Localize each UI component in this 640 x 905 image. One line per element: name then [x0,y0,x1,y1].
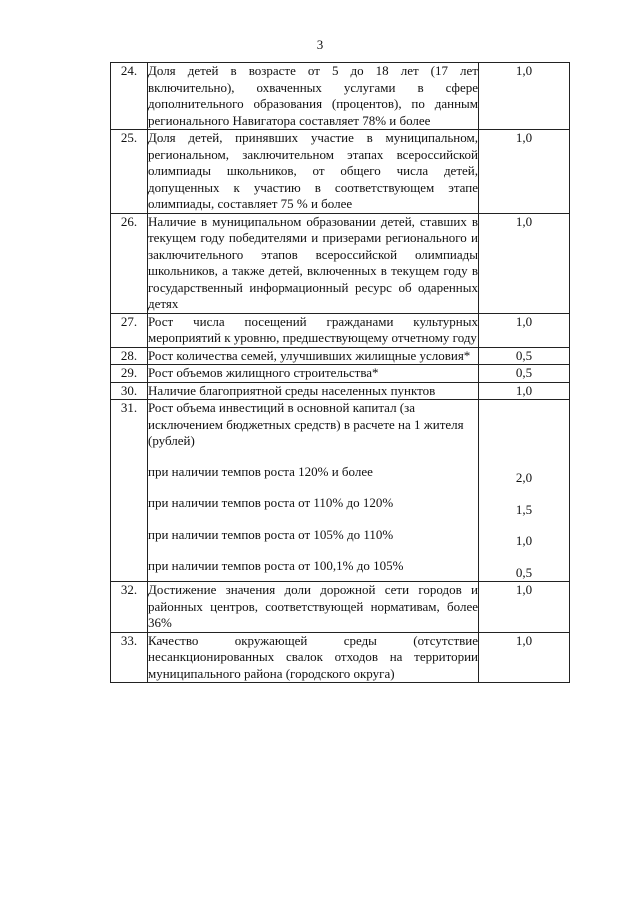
score-value: 1,0 [479,582,570,633]
table-row [111,313,570,347]
row-number: 30. [111,382,148,400]
criteria-table-body [111,63,570,683]
row-number: 33. [111,632,148,683]
score-value: 0,5 [479,347,570,365]
row-number: 25. [111,130,148,214]
table-row [111,213,570,313]
table-row [111,347,570,365]
criterion-text: Рост объемов жилищного строительства* [148,365,479,383]
row-number: 29. [111,365,148,383]
table-row [111,400,570,582]
criteria-table [110,62,570,683]
condition-text: при наличии темпов роста 120% и более [148,463,373,479]
criterion-cell [148,400,479,582]
table-row [111,63,570,130]
condition-value: 0,5 [515,564,533,580]
condition-value: 1,5 [515,501,533,517]
criterion-text: Наличие благоприятной среды населенных пунктов [148,382,479,400]
score-value: 1,0 [479,382,570,400]
condition-text: при наличии темпов роста от 105% до 110% [148,526,394,542]
criterion-text: Доля детей в возрасте от 5 до 18 лет (17 лет включительно), охваченных услугами в сфере дополнительного образования (процентов), по данным регионального Навигатора составляет 78% и более [148,63,478,128]
criterion-text: Доля детей, принявших участие в муниципальном, региональном, заключительном этапах всероссийской олимпиады школьников, от общего числа детей, допущенных к участию в соответствующем этапе олимпиады, составляет 75 % и более [148,130,478,211]
page-number: 3 [316,37,324,52]
score-value: 0,5 [479,365,570,383]
condition-text: при наличии темпов роста от 100,1% до 105% [148,558,404,573]
table-row [111,130,570,214]
criterion-text: Рост числа посещений гражданами культурных мероприятий к уровню, предшествующему отчетному году [148,313,478,345]
score-value: 1,0 [479,63,570,130]
table-row [111,632,570,683]
criterion-text: Качество окружающей среды (отсутствие несанкционированных свалок отходов на территории муниципального района (городского округа) [148,632,478,681]
score-value: 1,0 [479,130,570,214]
row-number: 31. [111,400,148,582]
score-value: 1,0 [479,632,570,683]
table-row [111,582,570,633]
row-number: 28. [111,347,148,365]
row-number: 24. [111,63,148,130]
row-number: 27. [111,313,148,347]
row-number: 32. [111,582,148,633]
table-row [111,365,570,383]
table-row [111,382,570,400]
condition-value: 2,0 [515,470,533,485]
criterion-text: Рост объема инвестиций в основной капитал (за исключением бюджетных средств) в расчете на 1 жителя (рублей) [148,400,464,448]
criterion-text: Рост количества семей, улучшивших жилищные условия* [148,347,479,365]
score-value: 1,0 [479,313,570,347]
condition-value: 1,0 [515,533,533,548]
criterion-text: Достижение значения доли дорожной сети городов и районных центров, соответствующей нормативам, более 36% [148,582,478,630]
criterion-text: Наличие в муниципальном образовании детей, ставших в текущем году победителями и призерами регионального и заключительного этапов всероссийской олимпиады школьников, а также детей, включенных в текущем году в государственный информационный ресурс об одаренных детях [148,213,478,311]
condition-text: при наличии темпов роста от 110% до 120% [148,495,394,510]
score-value: 1,0 [479,213,570,313]
row-number: 26. [111,213,148,313]
score-cell [479,400,570,582]
